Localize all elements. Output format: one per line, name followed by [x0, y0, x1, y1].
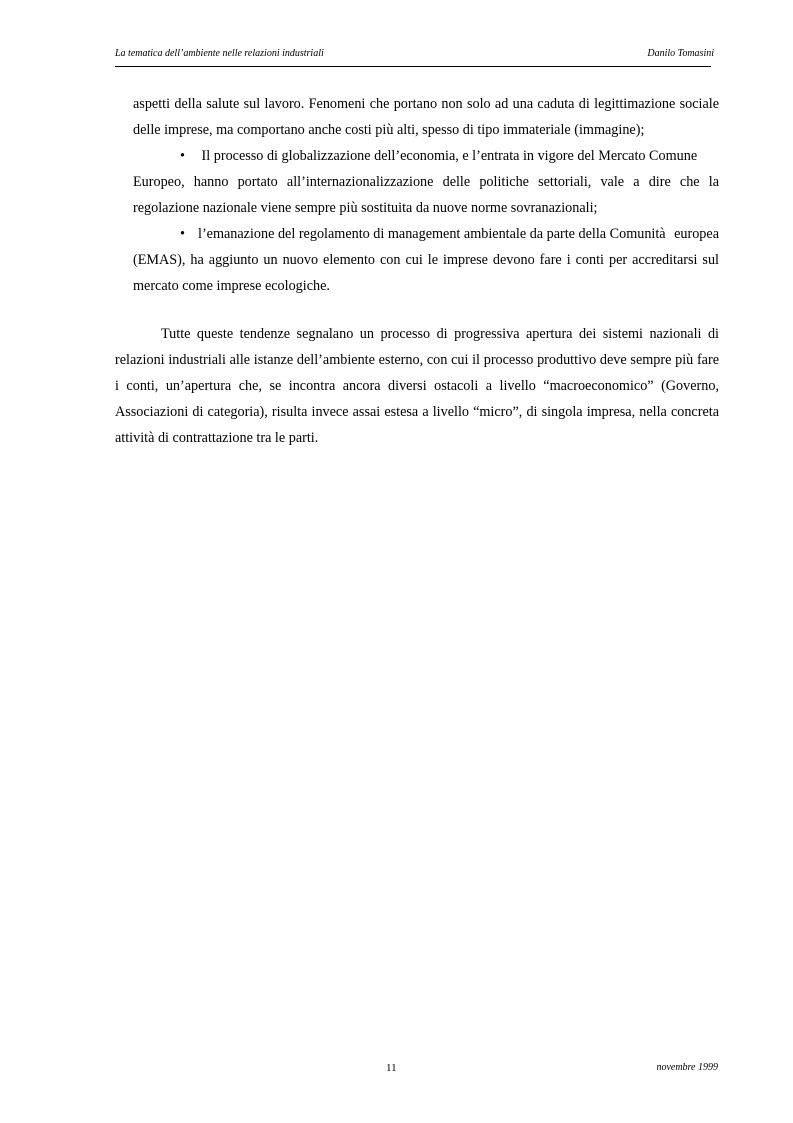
footer-date: novembre 1999: [656, 1062, 718, 1073]
running-header-title: La tematica dell’ambiente nelle relazioni industriali: [115, 48, 324, 59]
header-divider: [115, 66, 711, 67]
main-paragraph: Tutte queste tendenze segnalano un processo di progressiva apertura dei sistemi nazionali di relazioni industriali alle istanze dell’ambiente esterno, con cui il processo produttivo deve sempre più fare i conti, un’apertura che, se incontra ancora diversi ostacoli a livello “macroeconomico” (Governo, Associazioni di categoria), risulta invece assai estesa a livello “micro”, di singola impresa, nella concreta attività di contrattazione tra le parti.: [115, 326, 719, 446]
page-number: 11: [386, 1062, 397, 1074]
bullet-lead-text: l’emanazione del regolamento di management ambientale da parte della Comunità: [198, 226, 666, 242]
bullet-rest-text: europea (EMAS), ha aggiunto un nuovo elemento con cui le imprese devono fare i conti per accreditarsi sul mercato come imprese ecologiche.: [133, 226, 719, 294]
continuation-paragraph: aspetti della salute sul lavoro. Fenomeni che portano non solo ad una caduta di legittimazione sociale delle imprese, ma comportano anche costi più alti, spesso di tipo immateriale (immagine);: [133, 96, 719, 138]
bullet-icon: •: [180, 226, 185, 242]
body-text: [115, 91, 719, 451]
bullet-lead-text: Il processo di globalizzazione dell’economia, e l’entrata in vigore del Mercato Comune: [198, 148, 698, 164]
bullet-rest-text: Europeo, hanno portato all’internazionalizzazione delle politiche settoriali, vale a dire che la regolazione nazionale viene sempre più sostituita da nuove norme sovranazionali;: [133, 174, 719, 216]
bullet-item-globalization: [115, 143, 719, 221]
bullet-icon: •: [180, 148, 185, 164]
bullet-item-emas: [115, 221, 719, 299]
running-header-author: Danilo Tomasini: [647, 48, 714, 59]
